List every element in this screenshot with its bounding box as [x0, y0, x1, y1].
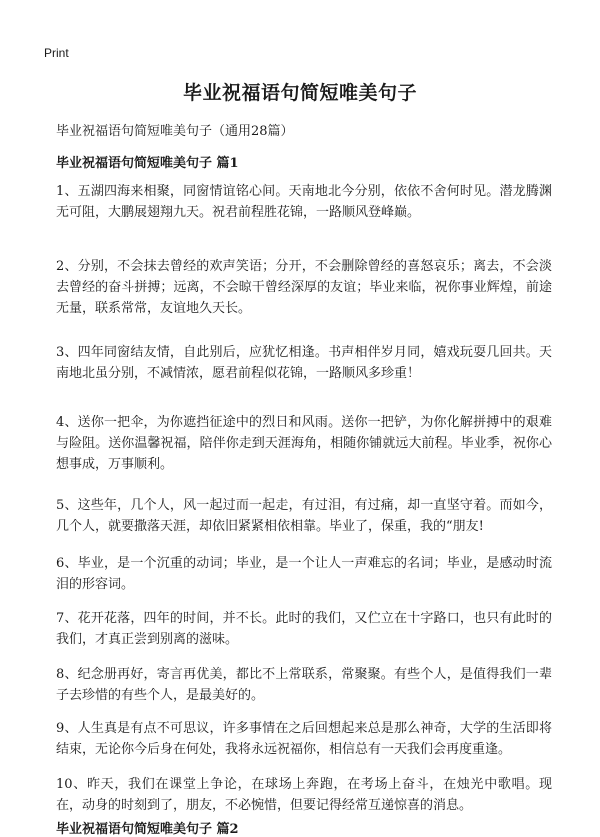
paragraph-7: 7、花开花落，四年的时间，并不长。此时的我们，又伫立在十字路口，也只有此时的我们，才真正尝到别离的滋味。 — [56, 611, 552, 647]
paragraph-3: 3、四年同窗结友情，自此别后，应犹忆相逢。书声相伴岁月同，嬉戏玩耍几回共。天南地北虽分别，不减情浓，愿君前程似花锦，一路顺风多珍重！ — [56, 345, 552, 381]
paragraph-2: 2、分别，不会抹去曾经的欢声笑语；分开，不会删除曾经的喜怒哀乐；离去，不会淡去曾经的奋斗拼搏；远离，不会晾干曾经深厚的友谊；毕业来临，祝你事业辉煌，前途无量，联系常常，友谊地久天长。 — [56, 259, 552, 316]
section-heading-1: 毕业祝福语句简短唯美句子 篇1 — [56, 156, 239, 171]
print-label[interactable]: Print — [44, 46, 69, 60]
page-title: 毕业祝福语句简短唯美句子 — [182, 82, 417, 104]
document-subtitle: 毕业祝福语句简短唯美句子（通用28篇） — [56, 124, 294, 139]
paragraph-9: 9、人生真是有点不可思议，许多事情在之后回想起来总是那么神奇，大学的生活即将结束，无论你今后身在何处，我将永远祝福你，相信总有一天我们会再度重逢。 — [56, 721, 552, 757]
paragraph-4: 4、送你一把伞，为你遮挡征途中的烈日和风雨。送你一把铲，为你化解拼搏中的艰难与险阻。送你温馨祝福，陪伴你走到天涯海角，相随你铺就远大前程。毕业季，祝你心想事成，万事顺利。 — [56, 415, 552, 472]
paragraph-8: 8、纪念册再好，寄言再优美，都比不上常联系，常聚聚。有些个人，是值得我们一辈子去珍惜的有些个人，是最美好的。 — [56, 667, 552, 703]
paragraph-10: 10、昨天，我们在课堂上争论，在球场上奔跑，在考场上奋斗，在烛光中歌唱。现在，动身的时刻到了，朋友，不必惋惜，但要记得经常互递惊喜的消息。 — [56, 777, 552, 813]
paragraph-1: 1、五湖四海来相聚，同窗情谊铭心间。天南地北今分别，依依不舍何时见。潜龙腾渊无可阻，大鹏展翅翔九天。祝君前程胜花锦，一路顺风登峰巅。 — [56, 184, 552, 220]
paragraph-6: 6、毕业，是一个沉重的动词；毕业，是一个让人一声难忘的名词；毕业，是感动时流泪的形容词。 — [56, 556, 552, 592]
section-heading-2: 毕业祝福语句简短唯美句子 篇2 — [56, 822, 239, 837]
paragraph-5: 5、这些年，几个人，风一起过而一起走，有过泪，有过痛，却一直坚守着。而如今，几个人，就要撒落天涯，却依旧紧紧相依相靠。毕业了，保重，我的“朋友! — [56, 498, 552, 534]
